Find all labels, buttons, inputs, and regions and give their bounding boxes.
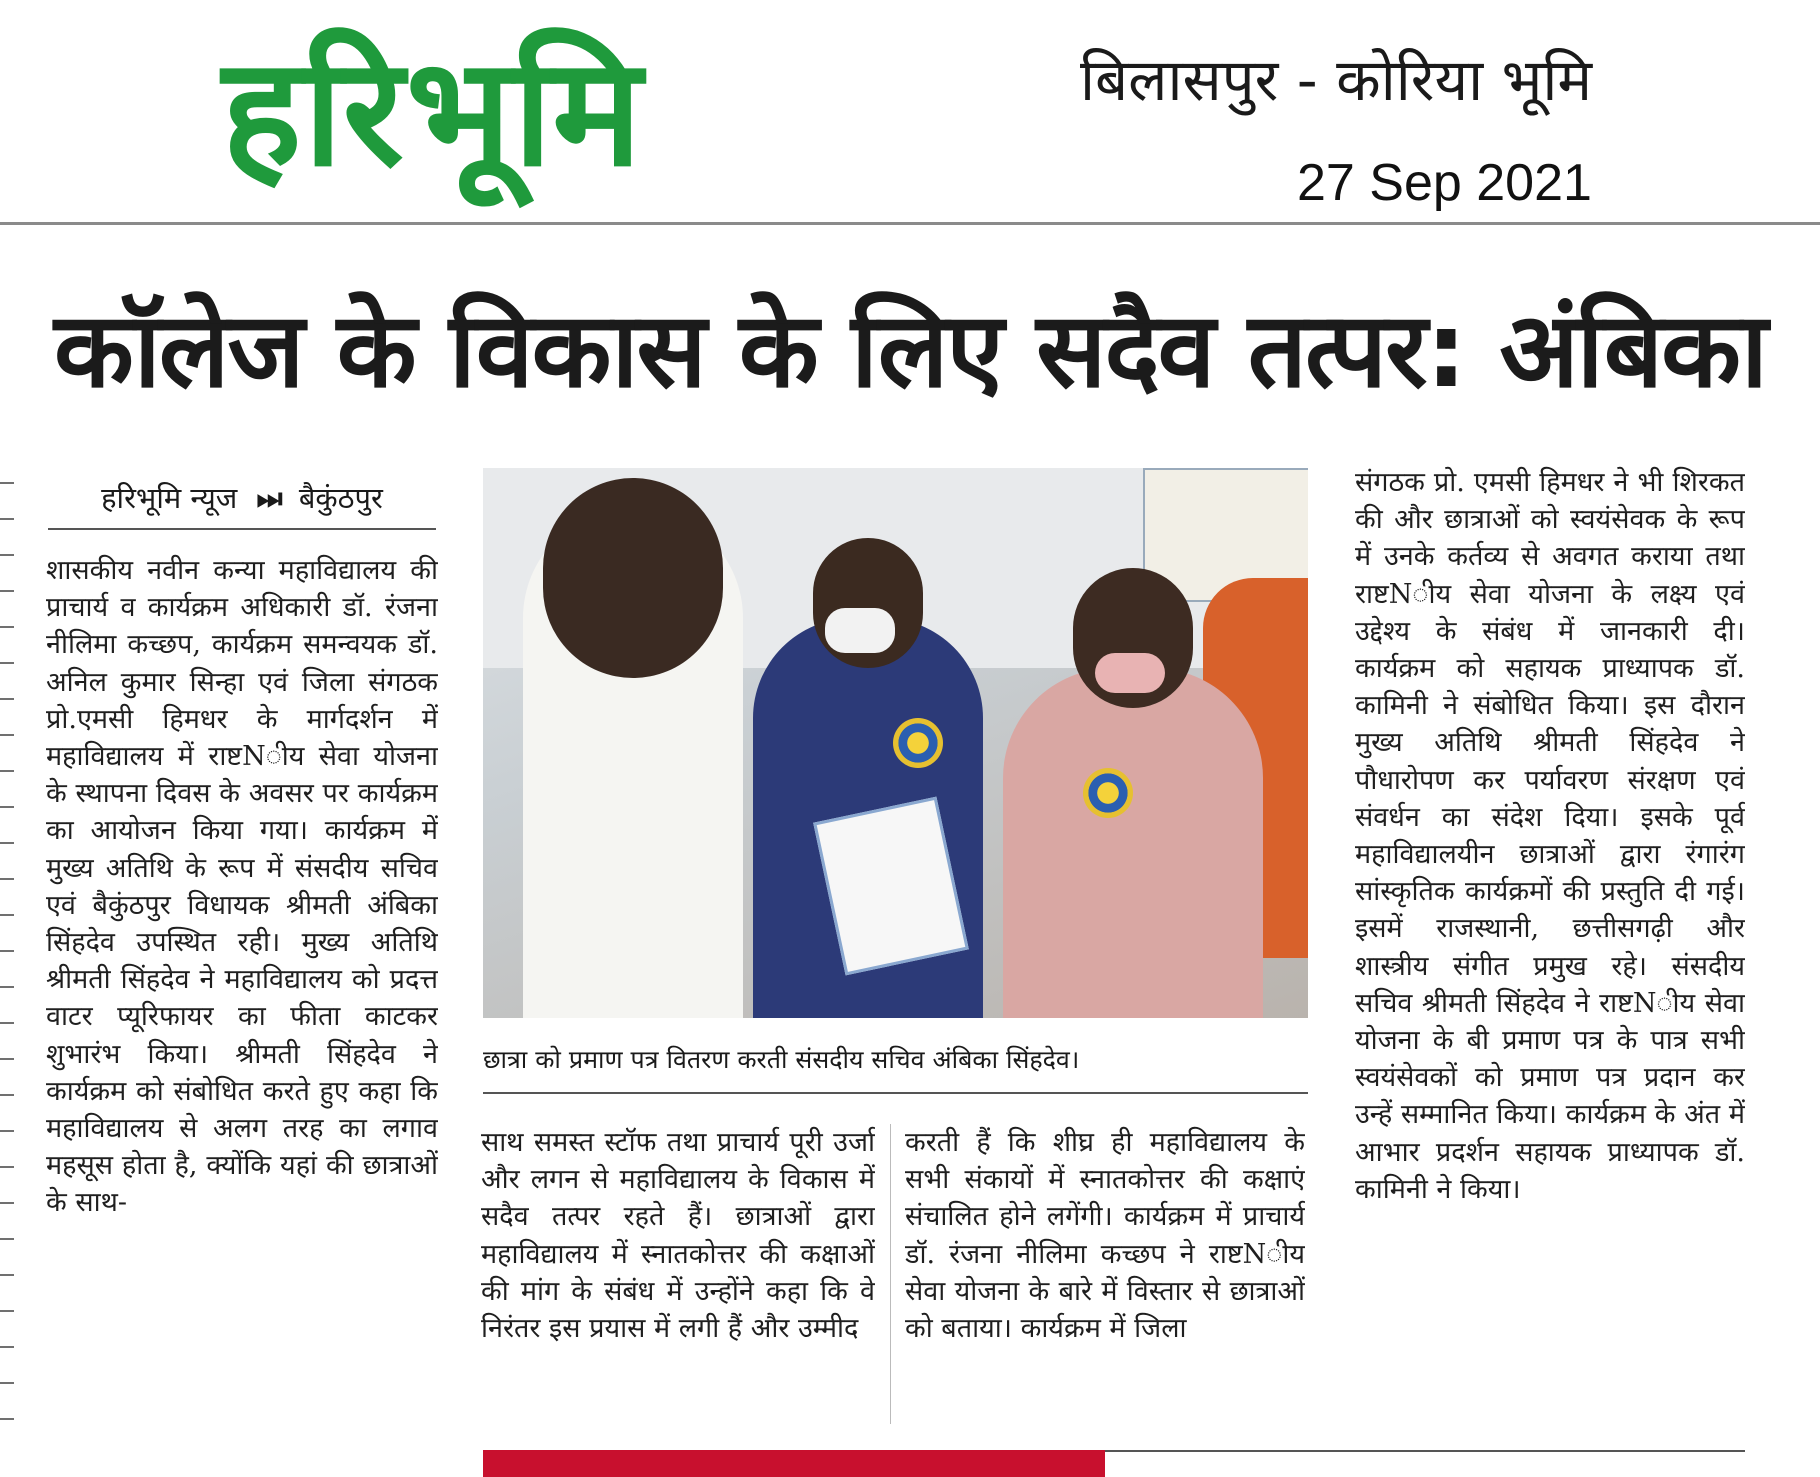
column-divider — [890, 1124, 891, 1424]
adjacent-column-edge — [0, 460, 14, 1420]
photo-face-mask — [1095, 653, 1165, 693]
edition-name: बिलासपुर - कोरिया भूमि — [1080, 46, 1593, 114]
article-headline: कॉलेज के विकास के लिए सदैव तत्पर: अंबिका — [54, 289, 1766, 411]
publication-date: 27 Sep 2021 — [1297, 154, 1592, 212]
article-column-2: साथ समस्त स्टॉफ तथा प्राचार्य पूरी उर्जा और लगन से महाविद्यालय के विकास में सदैव तत्पर रहते हैं। छात्राओं द्वारा महाविद्यालय में स्नातकोत्तर की कक्षाओं की मांग के संबंध में उन्होंने कहा कि वे निरंतर इस प्रयास में लगी हैं और उम्मीद — [481, 1127, 875, 1345]
photo-chief-guest — [1003, 668, 1263, 1018]
next-article-header-bar — [483, 1450, 1105, 1477]
article-photo — [483, 468, 1308, 1018]
byline-place: बैकुंठपुर — [298, 481, 383, 515]
byline — [48, 470, 436, 530]
photo-badge-rosette — [893, 718, 943, 768]
masthead-divider — [0, 222, 1820, 225]
photo-face-mask — [825, 608, 895, 653]
next-article-fragment — [20, 1440, 350, 1477]
photo-student-hair — [543, 478, 723, 678]
photo-caption: छात्रा को प्रमाण पत्र वितरण करती संसदीय सचिव अंबिका सिंहदेव। — [483, 1030, 1308, 1094]
article-column-1: शासकीय नवीन कन्या महाविद्यालय की प्राचार्य व कार्यक्रम अधिकारी डॉ. रंजना नीलिमा कच्छप, कार्यक्रम समन्वयक डॉ. अनिल कुमार सिन्हा एवं जिला संगठक प्रो.एमसी हिमधर के मार्गदर्शन में महाविद्यालय में राष्टNीय सेवा योजना के स्थापना दिवस के अवसर पर कार्यक्रम का आयोजन किया गया। कार्यक्रम में मुख्य अतिथि के रूप में संसदीय सचिव एवं बैकुंठपुर विधायक श्रीमती अंबिका सिंहदेव उपस्थित रही। मुख्य अतिथि श्रीमती सिंहदेव ने महाविद्यालय को प्रदत्त वाटर प्यूरिफायर का फीता काटकर शुभारंभ किया। श्रीमती सिंहदेव ने कार्यक्रम को संबोधित करते हुए कहा कि महाविद्यालय से अलग तरह का लगाव महसूस होता है, क्योंकि यहां की छात्राओं के साथ- — [46, 555, 438, 1219]
byline-source: हरिभूमि न्यूज — [101, 481, 238, 515]
bottom-divider — [1105, 1450, 1745, 1452]
article-column-3: करती हैं कि शीघ्र ही महाविद्यालय के सभी संकायों में स्नातकोत्तर की कक्षाएं संचालित होने लगेंगी। कार्यक्रम में प्राचार्य डॉ. रंजना नीलिमा कच्छप ने राष्टNीय सेवा योजना के बारे में विस्तार से छात्राओं को बताया। कार्यक्रम में जिला — [905, 1127, 1305, 1345]
masthead — [0, 0, 1820, 225]
byline-separator-icon: ⏭ — [256, 481, 280, 515]
article-column-4: संगठक प्रो. एमसी हिमधर ने भी शिरकत की और छात्राओं को स्वयंसेवक के रूप में उनके कर्तव्य से अवगत कराया तथा राष्टNीय सेवा योजना के लक्ष्य एवं उद्देश्य के संबंध में जानकारी दी। कार्यक्रम को सहायक प्राध्यापक डॉ. कामिनी ने संबोधित किया। इस दौरान मुख्य अतिथि श्रीमती सिंहदेव ने पौधारोपण कर पर्यावरण संरक्षण एवं संवर्धन का संदेश दिया। इसके पूर्व महाविद्यालयीन छात्राओं द्वारा रंगारंग सांस्कृतिक कार्यक्रमों की प्रस्तुति दी गई। इसमें राजस्थानी, छत्तीसगढ़ी और शास्त्रीय संगीत प्रमुख रहे। संसदीय सचिव श्रीमती सिंहदेव ने राष्टNीय सेवा योजना के बी प्रमाण पत्र के पात्र सभी स्वयंसेवकों को प्रमाण पत्र प्रदान कर उन्हें सम्मानित किया। कार्यक्रम के अंत में आभार प्रदर्शन सहायक प्राध्यापक डॉ. कामिनी ने किया। — [1355, 467, 1745, 1205]
newspaper-logo: हरिभूमि — [222, 26, 644, 200]
photo-badge-rosette — [1083, 768, 1133, 818]
